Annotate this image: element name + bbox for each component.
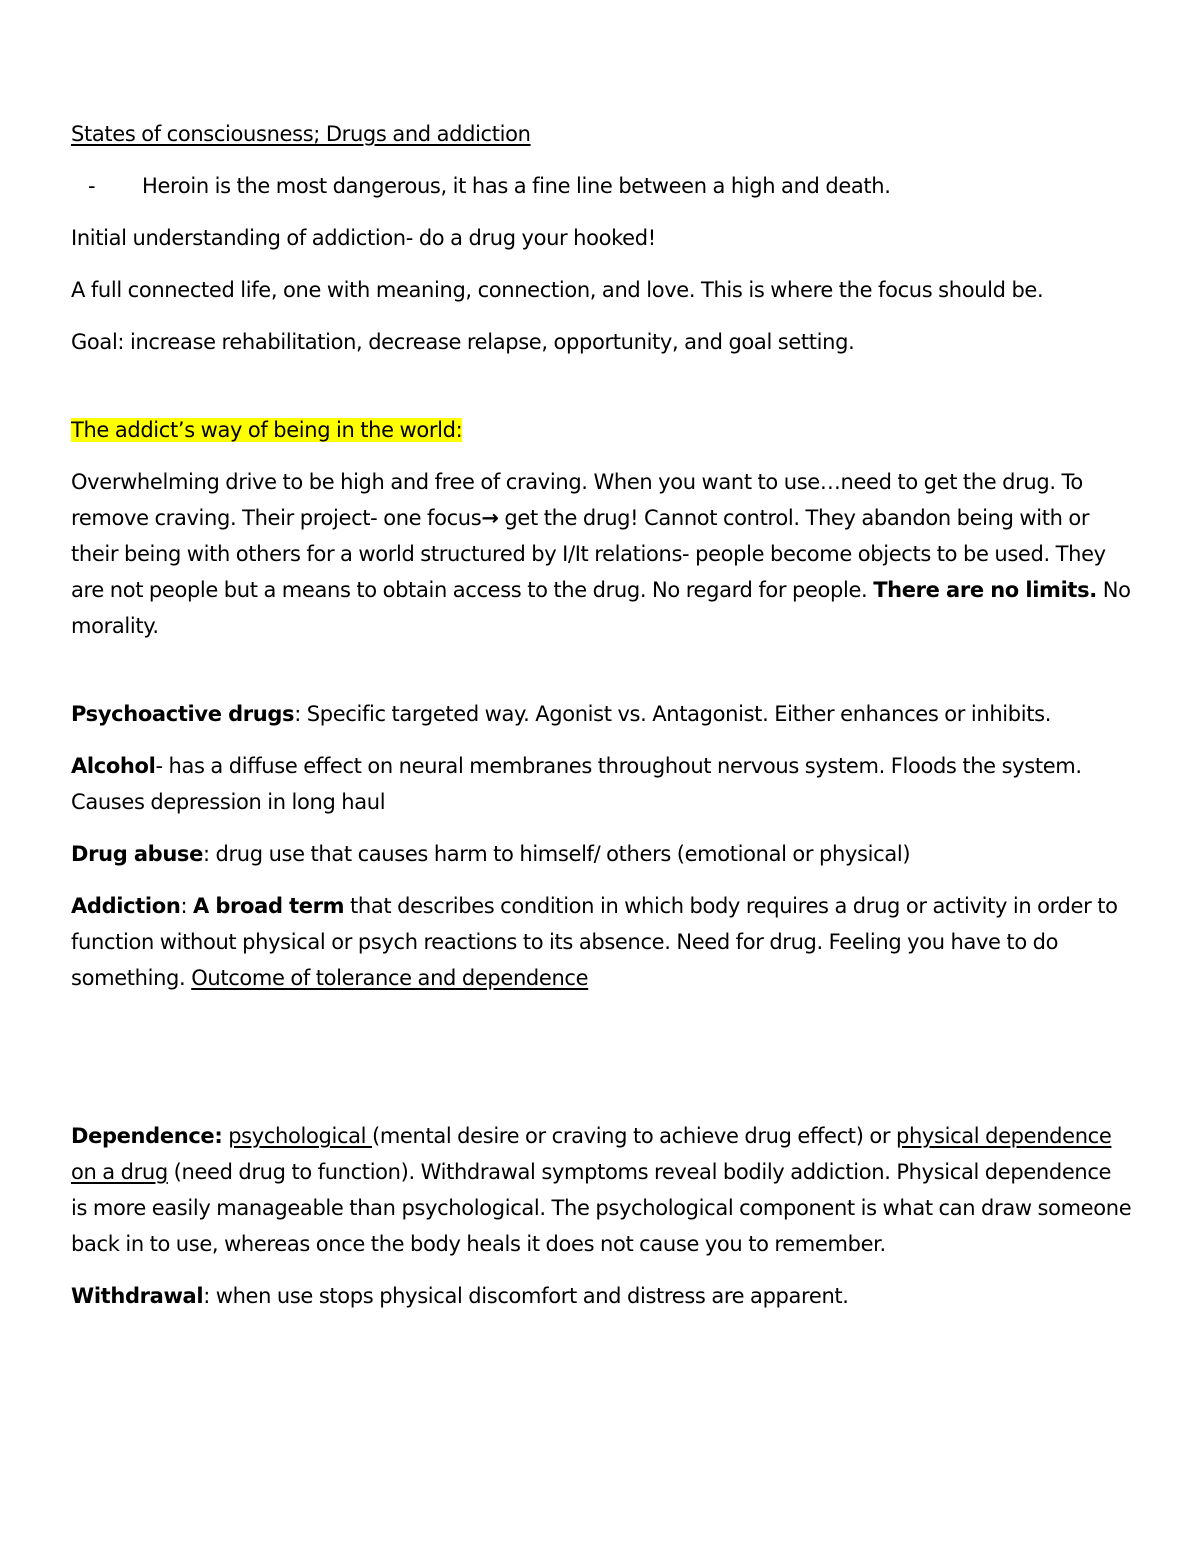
definition-text: : Specific targeted way. Agonist vs. Antagonist. Either enhances or inhibits. (294, 702, 1052, 726)
addict-text-1: Overwhelming drive to be high and free of craving. When you want to use…need to get the drug. To remove craving. Their project- one focus (71, 470, 1083, 530)
bullet-text: Heroin is the most dangerous, it has a fine line between a high and death. (142, 174, 891, 198)
definition-psychoactive-drugs (71, 696, 1133, 732)
bullet-dash: - (88, 174, 96, 198)
addiction-underlined-phrase: Outcome of tolerance and dependence (191, 966, 589, 990)
definition-text: - has a diffuse effect on neural membranes throughout nervous system. Floods the system. Causes depression in long haul (71, 754, 1082, 814)
term-psychoactive-drugs: Psychoactive drugs (71, 702, 295, 726)
term-alcohol: Alcohol (71, 754, 156, 778)
bullet-item (71, 168, 1133, 204)
document-body (71, 116, 1133, 1330)
addict-bold-text: There are no limits. (873, 578, 1097, 602)
addict-text-2: get the drug! Cannot control. They abandon being with or their being with others for a world structured by I/It relations- people become objects to be used. They are not people but a means to obtain access to the drug. No regard for people. (71, 506, 1106, 602)
document-title (71, 116, 1133, 152)
title-text: States of consciousness; Drugs and addiction (71, 122, 531, 146)
paragraph-goal: Goal: increase rehabilitation, decrease relapse, opportunity, and goal setting. (71, 330, 855, 354)
definition-text: : when use stops physical discomfort and distress are apparent. (203, 1284, 849, 1308)
right-arrow-icon: → (481, 506, 499, 530)
definition-text: : drug use that causes harm to himself/ others (emotional or physical) (202, 842, 911, 866)
blank-line (71, 660, 1133, 696)
term-withdrawal: Withdrawal (71, 1284, 204, 1308)
definition-drug-abuse (71, 836, 1133, 872)
paragraph-connected-life: A full connected life, one with meaning, connection, and love. This is where the focus should be. (71, 278, 1044, 302)
highlighted-heading: The addict’s way of being in the world: (71, 418, 463, 442)
blank-lines (71, 1012, 1133, 1118)
paragraph-addict-description (71, 464, 1133, 644)
definition-text: that describes condition in which body requires a drug or activity in order to function without physical or psych reactions to its absence. Need for drug. Feeling you have to do something. (71, 894, 1118, 990)
dependence-rest-text: (need drug to function). Withdrawal symptoms reveal bodily addiction. Physical dependence is more easily manageable than psychological. The psychological component is what can draw someone back in to use, whereas once the body heals it does not cause you to remember. (71, 1160, 1132, 1256)
definition-addiction (71, 888, 1133, 996)
blank-line (71, 376, 1133, 412)
definition-withdrawal (71, 1278, 1133, 1314)
underlined-psychological: psychological (228, 1124, 372, 1148)
definition-dependence (71, 1118, 1133, 1262)
term-drug-abuse: Drug abuse (71, 842, 203, 866)
definition-colon: : (180, 894, 193, 918)
term-addiction: Addiction (71, 894, 181, 918)
definition-alcohol (71, 748, 1133, 820)
term-dependence: Dependence: (71, 1124, 223, 1148)
addict-text-3: No morality. (71, 578, 1131, 638)
heading-addict-way (71, 412, 1133, 448)
dependence-middle-text: (mental desire or craving to achieve drug effect) or (371, 1124, 896, 1148)
addiction-bold-phrase: A broad term (193, 894, 345, 918)
underlined-physical-dependence: physical dependence on a drug (71, 1124, 1112, 1184)
paragraph-initial-understanding: Initial understanding of addiction- do a drug your hooked! (71, 226, 656, 250)
